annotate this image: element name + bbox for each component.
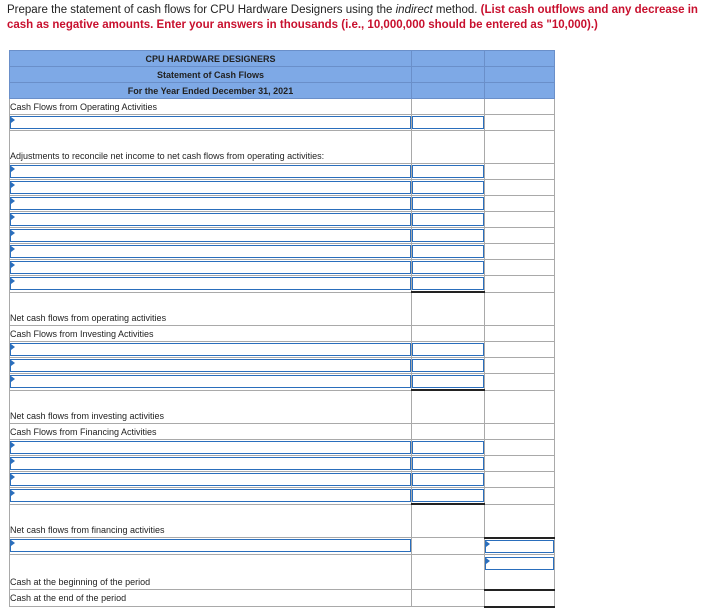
adjustment-amount-input[interactable]	[412, 277, 484, 290]
table-row	[10, 538, 555, 555]
investing-amount-input[interactable]	[412, 359, 484, 372]
adjustment-label-input[interactable]	[10, 261, 411, 274]
financing-label-input[interactable]	[10, 489, 411, 502]
financing-label-input[interactable]	[10, 473, 411, 486]
financing-amount-input[interactable]	[412, 473, 484, 486]
table-row	[10, 196, 555, 212]
table-row	[10, 244, 555, 260]
dropdown-arrow-icon	[11, 246, 15, 252]
adjustment-label-input[interactable]	[10, 245, 411, 258]
adjustment-amount-input[interactable]	[412, 165, 484, 178]
adjustment-amount-input[interactable]	[412, 245, 484, 258]
adjustment-label-input[interactable]	[10, 213, 411, 226]
dropdown-arrow-icon	[11, 198, 15, 204]
dropdown-arrow-icon	[11, 540, 15, 546]
adjustment-label-input[interactable]	[10, 277, 411, 290]
instructions-note: (List cash outflows and any decrease in cash as negative amounts. Enter your answers in thousands (i.e., 10,000,000 should be entered as "10,000).)	[7, 4, 698, 31]
financing-amount-input[interactable]	[412, 489, 484, 502]
financing-label-input[interactable]	[10, 457, 411, 470]
operating-heading: Cash Flows from Operating Activities	[10, 99, 412, 115]
cash-beginning-label: Cash at the beginning of the period	[10, 554, 412, 590]
financing-label-input[interactable]	[10, 441, 411, 454]
dropdown-arrow-icon	[486, 541, 490, 547]
investing-label-input[interactable]	[10, 343, 411, 356]
dropdown-arrow-icon	[11, 214, 15, 220]
investing-amount-input[interactable]	[412, 343, 484, 356]
cash-end-amount	[485, 590, 555, 607]
adjustment-amount-input[interactable]	[412, 181, 484, 194]
table-row	[10, 164, 555, 180]
cash-end-label: Cash at the end of the period	[10, 590, 412, 607]
table-row	[10, 424, 555, 440]
investing-label-input[interactable]	[10, 359, 411, 372]
dropdown-arrow-icon	[11, 474, 15, 480]
table-row	[10, 131, 555, 164]
adjustment-amount-input[interactable]	[412, 261, 484, 274]
table-row	[10, 504, 555, 538]
table-row	[10, 456, 555, 472]
instructions-text: Prepare the statement of cash flows for CPU Hardware Designers using the	[7, 4, 396, 16]
investing-label-input[interactable]	[10, 375, 411, 388]
adjustment-amount-input[interactable]	[412, 213, 484, 226]
header-row-period	[10, 83, 555, 99]
investing-amount-input[interactable]	[412, 375, 484, 388]
dropdown-arrow-icon	[11, 117, 15, 123]
adjustments-label: Adjustments to reconcile net income to net cash flows from operating activities:	[10, 131, 412, 164]
header-row-company	[10, 51, 555, 67]
company-name: CPU HARDWARE DESIGNERS	[10, 51, 412, 67]
financing-amount-input[interactable]	[412, 441, 484, 454]
cash-beginning-amount-input[interactable]	[485, 557, 554, 570]
table-row	[10, 488, 555, 505]
instructions	[7, 3, 707, 33]
dropdown-arrow-icon	[11, 230, 15, 236]
operating-label-input[interactable]	[10, 116, 411, 129]
net-investing-label: Net cash flows from investing activities	[10, 390, 412, 424]
table-row	[10, 590, 555, 607]
net-change-label-input[interactable]	[10, 539, 411, 552]
dropdown-arrow-icon	[11, 376, 15, 382]
net-financing-label: Net cash flows from financing activities	[10, 504, 412, 538]
adjustment-amount-input[interactable]	[412, 197, 484, 210]
table-row	[10, 228, 555, 244]
statement-title: Statement of Cash Flows	[10, 67, 412, 83]
table-row	[10, 440, 555, 456]
table-row	[10, 342, 555, 358]
net-operating-label: Net cash flows from operating activities	[10, 292, 412, 326]
instructions-emphasis: indirect	[395, 4, 433, 16]
adjustment-label-input[interactable]	[10, 229, 411, 242]
adjustment-label-input[interactable]	[10, 165, 411, 178]
net-change-amount-input[interactable]	[485, 540, 554, 553]
operating-amount-input[interactable]	[412, 116, 484, 129]
financing-heading: Cash Flows from Financing Activities	[10, 424, 412, 440]
table-row	[10, 326, 555, 342]
financing-amount-input[interactable]	[412, 457, 484, 470]
adjustment-amount-input[interactable]	[412, 229, 484, 242]
table-row	[10, 276, 555, 293]
adjustment-label-input[interactable]	[10, 181, 411, 194]
adjustment-label-input[interactable]	[10, 197, 411, 210]
table-row	[10, 115, 555, 131]
table-row	[10, 472, 555, 488]
dropdown-arrow-icon	[11, 360, 15, 366]
dropdown-arrow-icon	[11, 344, 15, 350]
investing-heading: Cash Flows from Investing Activities	[10, 326, 412, 342]
statement-period: For the Year Ended December 31, 2021	[10, 83, 412, 99]
dropdown-arrow-icon	[11, 442, 15, 448]
table-row	[10, 554, 555, 590]
dropdown-arrow-icon	[486, 558, 490, 564]
dropdown-arrow-icon	[11, 458, 15, 464]
dropdown-arrow-icon	[11, 182, 15, 188]
table-row	[10, 374, 555, 391]
table-row	[10, 212, 555, 228]
table-row	[10, 358, 555, 374]
table-row	[10, 260, 555, 276]
table-row	[10, 99, 555, 115]
table-row	[10, 292, 555, 326]
table-row	[10, 390, 555, 424]
header-row-statement	[10, 67, 555, 83]
cash-flow-table	[9, 50, 555, 608]
instructions-text-2: method.	[432, 4, 481, 16]
dropdown-arrow-icon	[11, 166, 15, 172]
dropdown-arrow-icon	[11, 490, 15, 496]
dropdown-arrow-icon	[11, 262, 15, 268]
dropdown-arrow-icon	[11, 278, 15, 284]
table-row	[10, 180, 555, 196]
